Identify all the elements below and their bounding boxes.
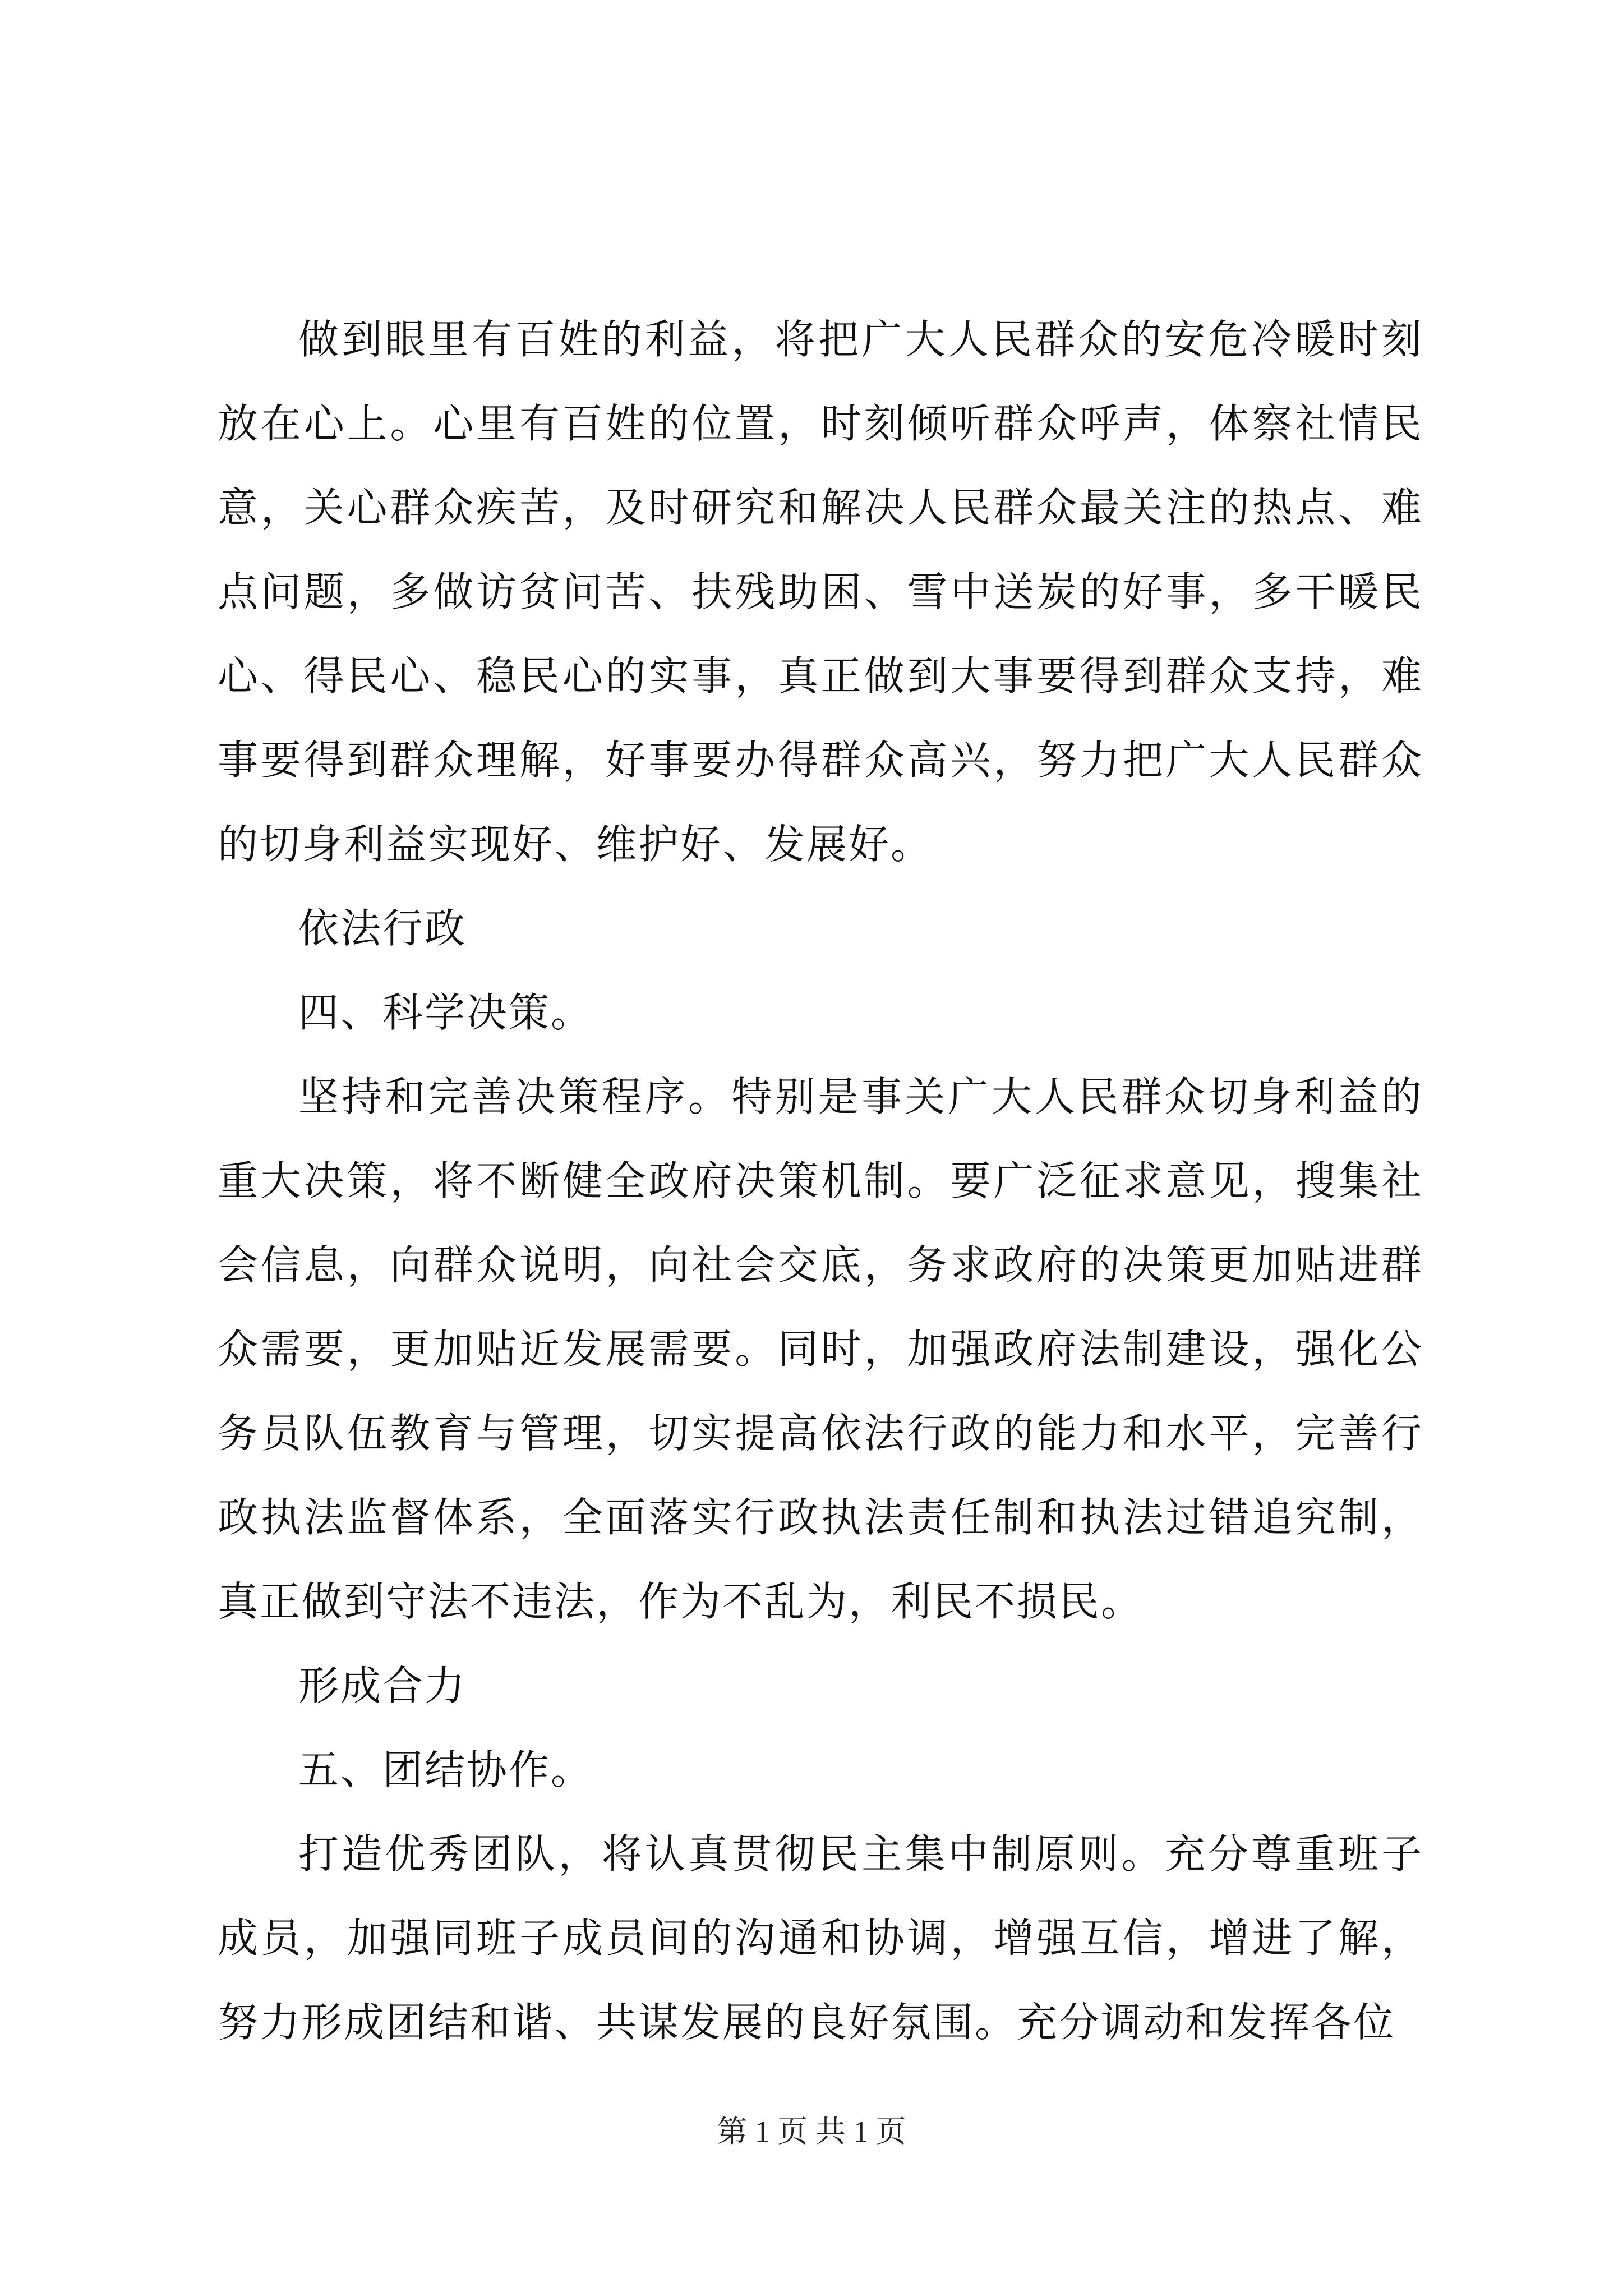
document-body — [218, 297, 1423, 2064]
paragraph-serve-people: 做到眼里有百姓的利益，将把广大人民群众的安危冷暖时刻放在心上。心里有百姓的位置，时刻倾听群众呼声，体察社情民意，关心群众疾苦，及时研究和解决人民群众最关注的热点、难点问题，多做访贫问苦、扶残助困、雪中送炭的好事，多干暖民心、得民心、稳民心的实事，真正做到大事要得到群众支持，难事要得到群众理解，好事要办得群众高兴，努力把广大人民群众的切身利益实现好、维护好、发展好。 — [218, 316, 1423, 868]
heading-unity-cooperation: 五、团结协作。 — [298, 1746, 593, 1793]
heading-lawful-administration: 依法行政 — [298, 905, 467, 952]
paragraph-team-building: 打造优秀团队，将认真贯彻民主集中制原则。充分尊重班子成员，加强同班子成员间的沟通和协调，增强互信，增进了解，努力形成团结和谐、共谋发展的良好氛围。充分调动和发挥各位 — [218, 1830, 1423, 2046]
page-footer: 第 1 页 共 1 页 — [717, 2115, 906, 2148]
heading-scientific-decision: 四、科学决策。 — [298, 989, 593, 1036]
heading-joint-force: 形成合力 — [298, 1662, 467, 1709]
paragraph-decision-procedure: 坚持和完善决策程序。特别是事关广大人民群众切身利益的重大决策，将不断健全政府决策机制。要广泛征求意见，搜集社会信息，向群众说明，向社会交底，务求政府的决策更加贴进群众需要，更加贴近发展需要。同时，加强政府法制建设，强化公务员队伍教育与管理，切实提高依法行政的能力和水平，完善行政执法监督体系，全面落实行政执法责任制和执法过错追究制，真正做到守法不违法，作为不乱为，利民不损民。 — [218, 1073, 1423, 1625]
